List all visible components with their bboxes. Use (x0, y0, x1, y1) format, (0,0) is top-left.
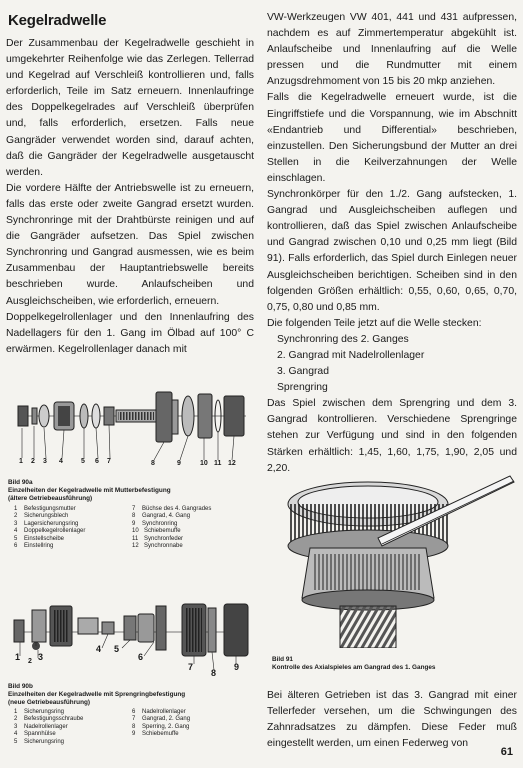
legend-item: 2 Sicherungsblech (14, 513, 69, 520)
list-item: 3. Gangrad (277, 366, 329, 378)
left-column (6, 36, 254, 358)
callout-number: 6 (95, 458, 99, 465)
legend-item: 8 Sperring, 2. Gang (132, 723, 190, 730)
figure-title: Einzelheiten der Kegelradwelle mit Mutterbefestigung (8, 487, 171, 494)
legend-item: 12 Synchronnabe (132, 543, 183, 550)
callout-number: 11 (214, 460, 222, 467)
paragraph: Bei älteren Getrieben ist das 3. Gangrad mit einer Tellerfeder versehen, um die Schwingungen des Zahnradsatzes zu dämpfen. Diese Feder muß eingestellt werden, um einen Federweg von (267, 690, 517, 750)
paragraph: VW-Werkzeugen VW 401, 441 und 431 aufpressen, nachdem es auf Zimmertemperatur abgekühlt ist. Anlaufscheibe und Innenlaufring auf die Welle pressen und die Rundmutter mit einem Anzugsdrehmoment von 15 bis 20 mkp anziehen. (267, 12, 517, 88)
legend-item: 5 Sicherungsring (14, 738, 65, 745)
callout-number: 1 (15, 652, 21, 662)
axial-play-check-illustration (270, 468, 516, 648)
paragraph: Die folgenden Teile jetzt auf die Welle stecken: (267, 317, 482, 329)
figure-90b (6, 598, 254, 680)
legend-item: 7 Büchse des 4. Gangrades (132, 506, 212, 512)
figure-90a-legend-right (132, 506, 252, 550)
callout-number: 9 (234, 662, 240, 672)
left-text (6, 36, 254, 358)
figure-subtitle: (ältere Getriebeausführung) (8, 495, 93, 502)
figure-label: Bild 90b (8, 683, 33, 690)
callout-number: 4 (96, 644, 102, 654)
figure-caption: Kontrolle des Axialspieles am Gangrad des 1. Ganges (272, 664, 436, 671)
right-column (267, 10, 517, 477)
legend-item: 1 Sicherungsring (14, 709, 65, 715)
figure-label: Bild 91 (272, 656, 293, 663)
section-heading: Kegelradwelle (8, 12, 107, 29)
legend-item: 6 Einstellring (14, 543, 54, 550)
right-bottom-text (267, 688, 517, 752)
figure-90b-legend-left (14, 709, 126, 746)
legend-item: 3 Lagersicherungsring (14, 520, 79, 527)
callout-number: 12 (228, 460, 236, 467)
callout-number: 8 (211, 668, 217, 678)
legend-item: 4 Doppelkegelrollenlager (14, 528, 86, 535)
figure-91-caption (272, 656, 516, 672)
callout-number: 2 (31, 458, 35, 465)
figure-91 (270, 468, 516, 648)
callout-number: 3 (43, 458, 47, 465)
callout-number: 9 (177, 460, 181, 467)
exploded-shaft-nut-illustration (6, 378, 254, 470)
figure-title: Einzelheiten der Kegelradwelle mit Sprengringbefestigung (8, 691, 186, 698)
paragraph: Der Zusammenbau der Kegelradwelle geschieht in umgekehrter Reihenfolge wie das Zerlegen. Tellerrad und Kegelrad auf Verschleiß kontrollieren und, falls erforderlich, Teile im Satz erneuern. Innenlaufringe des Doppelkegelrades auf Verschleiß überprüfen und, falls erforderlich, ersetzen. Falls neue Gangräder verwendet worden sind, darauf achten, daß die Gangräder der Kegelradwelle ausgetauscht werden. (6, 38, 254, 178)
figure-90a-caption (8, 479, 254, 503)
figure-90b-caption (8, 683, 254, 707)
callout-number: 8 (151, 460, 155, 467)
legend-item: 6 Nadelrollenlager (132, 709, 186, 715)
legend-item: 10 Schiebemuffe (132, 528, 181, 535)
callout-number: 10 (200, 460, 208, 467)
paragraph: Das Spiel zwischen dem Sprengring und dem 3. Gangrad kontrollieren. Verschiedene Sprengringe stehen zur Verfügung und sind in den folgenden Stärken erhältlich: 1,45, 1,60, 1,75, 1,90, 2,05 und 2,20. (267, 398, 517, 474)
legend-item: 5 Einstellscheibe (14, 535, 65, 542)
callout-number: 3 (38, 652, 44, 662)
legend-item: 9 Schiebemuffe (132, 731, 179, 738)
page-number: 61 (500, 746, 513, 758)
right-text (267, 10, 517, 477)
legend-item: 3 Nadelrollenlager (14, 723, 68, 730)
callout-number: 1 (19, 458, 23, 465)
legend-item: 8 Gangrad, 4. Gang (132, 513, 191, 520)
legend-item: 4 Spannhülse (14, 731, 56, 738)
callout-number: 5 (114, 644, 120, 654)
paragraph: Doppelkegelrollenlager und den Innenlaufring des Nadellagers für den 1. Gang im Ölbad auf 100° C erwärmen. Kegelrollenlager danach mit (6, 311, 254, 355)
figure-label: Bild 90a (8, 479, 33, 486)
figure-90b-numbers (6, 598, 254, 680)
legend-item: 2 Befestigungsschraube (14, 716, 84, 723)
figure-90a-legend-left (14, 506, 126, 550)
callout-number: 4 (59, 458, 63, 465)
list-item: Synchronring des 2. Ganges (277, 333, 409, 345)
list-item: Sprengring (277, 382, 328, 394)
figure-subtitle: (neue Getriebeausführung) (8, 699, 91, 706)
list-item: 2. Gangrad mit Nadelrollenlager (277, 349, 425, 361)
legend-item: 11 Synchronfeder (132, 535, 184, 542)
paragraph: Synchronkörper für den 1./2. Gang aufstecken, 1. Gangrad und Ausgleichscheiben auflegen und kontrollieren, daß das Spiel zwischen Anlaufscheibe und Gangrad zwischen 0,10 und 0,25 mm liegt (Bild 91). Falls erforderlich, das Spiel durch Einlegen neuer Ausgleichscheiben berichtigen. Scheiben sind in den folgenden Größen erhältlich: 0,55, 0,60, 0,65, 0,70, 0,75, 0,80 und 0,85 mm. (267, 189, 517, 313)
paragraph: Falls die Kegelradwelle erneuert wurde, ist die Eingriffstiefe und die Vorspannung, wie im Abschnitt «Endantrieb und Differential» beschrieben, einzustellen. Den Sicherungsbund der Mutter an drei Stellen in die Keilverzahnungen der Welle einschlagen. (267, 92, 517, 184)
figure-90a (6, 378, 254, 470)
paragraph: Die vordere Hälfte der Antriebswelle ist zu erneuern, falls das erste oder zweite Gangrad ersetzt wurden. Synchronringe mit der Drahtbürste reinigen und auf die Gangräder aufsetzen. Das Spiel zwischen Synchronring und Gangrad ausmessen, wie es beim Zusammenbau der Hauptantriebswelle bereits beschrieben wurde. Anlaufscheiben und Ausgleichscheiben, wie erforderlich, erneuern. (6, 182, 254, 307)
callout-number: 7 (188, 662, 194, 672)
callout-number: 2 (28, 658, 32, 665)
legend-item: 9 Synchronring (132, 520, 178, 527)
legend-item: 1 Befestigungsmutter (14, 506, 76, 512)
callout-number: 7 (107, 458, 111, 465)
callout-number: 5 (81, 458, 85, 465)
figure-90b-legend-right (132, 709, 252, 739)
legend-item: 7 Gangrad, 2. Gang (132, 716, 191, 723)
callout-number: 6 (138, 652, 144, 662)
